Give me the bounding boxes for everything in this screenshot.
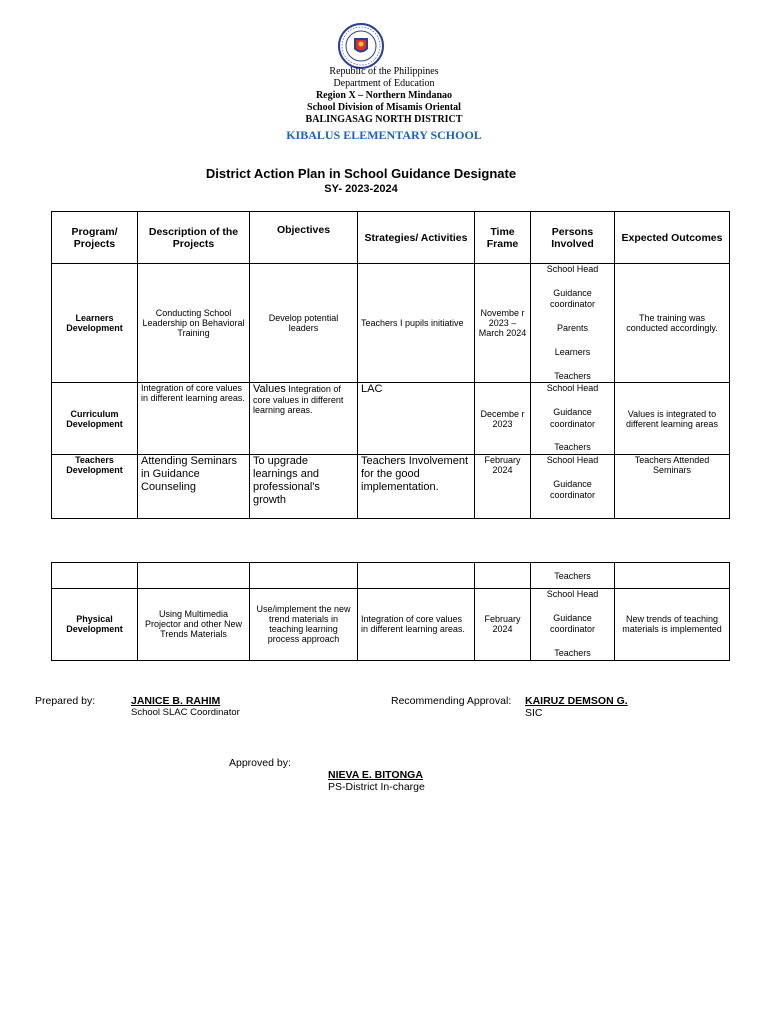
row-objectives: To upgrade learnings and professional's growth [250, 455, 358, 519]
objectives-lead: Values [253, 383, 286, 396]
header-strategies: Strategies/ Activities [358, 212, 475, 264]
row-persons [531, 455, 615, 519]
page-title: District Action Plan in School Guidance Designate [205, 166, 517, 181]
person-item: Teachers [554, 648, 591, 659]
letterhead-republic: Republic of the Philippines [329, 66, 439, 77]
row-persons [531, 264, 615, 383]
table-row [52, 383, 730, 455]
person-item: School Head [546, 455, 599, 466]
person-item: School Head [546, 383, 599, 394]
letterhead-department: Department of Education [333, 78, 435, 89]
person-item: Guidance coordinator [549, 406, 596, 429]
letterhead-school: KIBALUS ELEMENTARY SCHOOL [286, 128, 482, 142]
row-persons [531, 383, 615, 455]
row-program: Curriculum Development [52, 383, 138, 455]
person-item: Teachers [554, 370, 591, 381]
letterhead [0, 66, 768, 142]
person-item: School Head [546, 589, 599, 599]
prepared-by-title: School SLAC Coordinator [131, 707, 240, 718]
table-row [52, 264, 730, 383]
person-item: Guidance coordinator [549, 478, 596, 501]
person-item: Learners [554, 346, 591, 357]
row-expected: New trends of teaching materials is implemented [615, 589, 730, 661]
approved-by-name: NIEVA E. BITONGA [328, 769, 423, 781]
row-expected: Values is integrated to different learning areas [615, 383, 730, 455]
row-program: Physical Development [52, 589, 138, 661]
person-item: Guidance coordinator [549, 612, 596, 635]
recommending-block [525, 695, 628, 719]
row-persons [531, 589, 615, 661]
row-description: Integration of core values in different learning areas. [138, 383, 250, 455]
header-expected: Expected Outcomes [615, 212, 730, 264]
letterhead-division: School Division of Misamis Oriental [307, 102, 461, 113]
person-item: Teachers [554, 442, 591, 453]
approved-by-block [328, 769, 425, 793]
table-row [52, 589, 730, 661]
person-item: Guidance coordinator [549, 287, 596, 310]
page-subtitle: SY- 2023-2024 [324, 183, 398, 195]
person-item: School Head [546, 264, 599, 274]
row-strategies: LAC [358, 383, 475, 455]
approved-by-title: PS-District In-charge [328, 781, 425, 793]
prepared-by-name: JANICE B. RAHIM [131, 695, 221, 707]
table-header-row [52, 212, 730, 264]
approved-by-label: Approved by: [229, 757, 291, 769]
row-objectives: Develop potential leaders [250, 264, 358, 383]
action-plan-table-continued [51, 562, 730, 661]
header-program: Program/ Projects [52, 212, 138, 264]
row-time: Decembe r 2023 [475, 383, 531, 455]
header-time: Time Frame [475, 212, 531, 264]
row-description: Attending Seminars in Guidance Counseling [138, 455, 250, 519]
letterhead-region: Region X – Northern Mindanao [315, 90, 453, 101]
recommending-title: SIC [525, 707, 543, 719]
row-time: Novembe r 2023 – March 2024 [475, 264, 531, 383]
table-row [52, 563, 730, 589]
action-plan-table [51, 211, 730, 519]
person-item: Parents [556, 323, 589, 334]
row-program: Teachers Development [52, 455, 138, 519]
prepared-by-label: Prepared by: [35, 695, 96, 707]
header-description: Description of the Projects [138, 212, 250, 264]
row-objectives: Use/implement the new trend materials in teaching learning process approach [250, 589, 358, 661]
row-persons: Teachers [531, 563, 615, 589]
row-strategies: Integration of core values in different learning areas. [358, 589, 475, 661]
objectives-text: Integration of core values in different learning areas. [253, 384, 344, 416]
row-program: Learners Development [52, 264, 138, 383]
letterhead-district: BALINGASAG NORTH DISTRICT [305, 114, 463, 125]
header-persons: Persons Involved [531, 212, 615, 264]
recommending-label: Recommending Approval: [391, 695, 512, 707]
table-row [52, 455, 730, 519]
row-description: Using Multimedia Projector and other New Trends Materials [138, 589, 250, 661]
row-expected: The training was conducted accordingly. [615, 264, 730, 383]
deped-seal-icon [336, 22, 386, 70]
row-objectives [250, 383, 358, 455]
row-time: February 2024 [475, 589, 531, 661]
prepared-by-block [131, 695, 240, 718]
row-time: February 2024 [475, 455, 531, 519]
row-description: Conducting School Leadership on Behavioral Training [138, 264, 250, 383]
header-objectives: Objectives [250, 212, 358, 264]
recommending-name: KAIRUZ DEMSON G. [525, 695, 628, 707]
row-expected: Teachers Attended Seminars [615, 455, 730, 519]
row-strategies: Teachers Involvement for the good implementation. [358, 455, 475, 519]
row-strategies: Teachers I pupils initiative [358, 264, 475, 383]
